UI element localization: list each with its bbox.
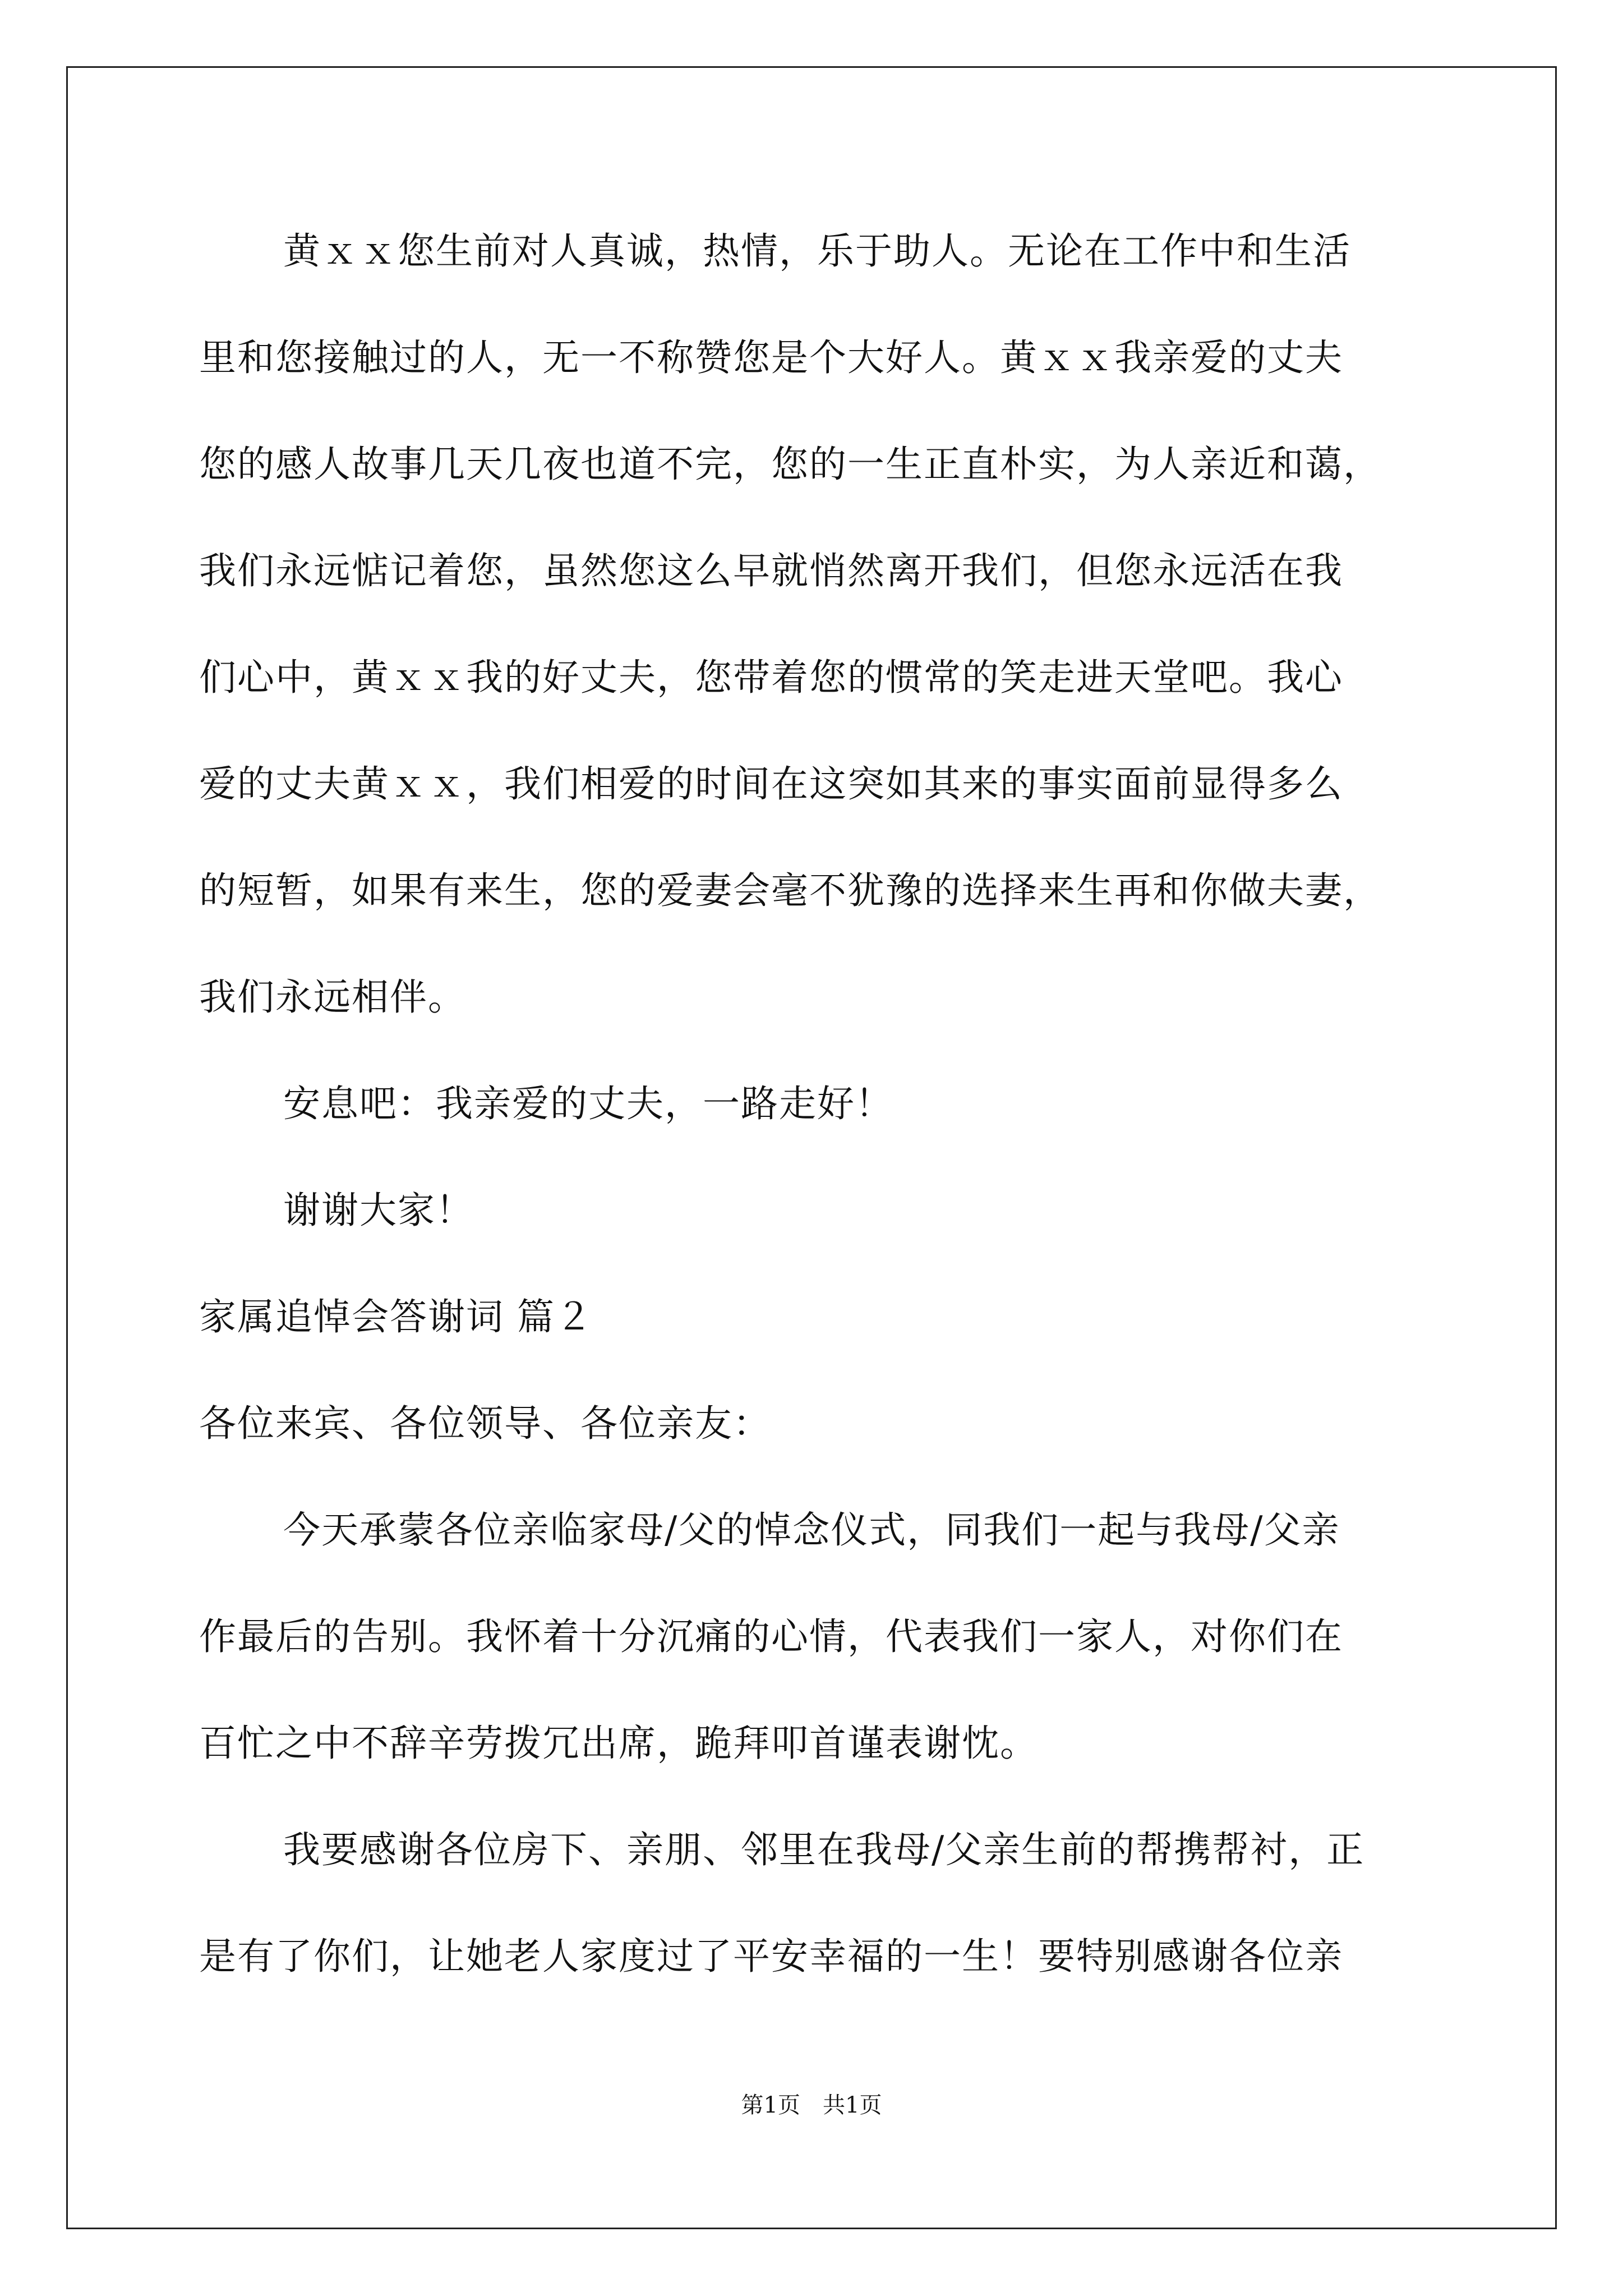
text-line: 百忙之中不辞辛劳拨冗出席，跪拜叩首谨表谢忱。: [199, 1722, 1038, 1765]
text-line: 我们永远惦记着您，虽然您这么早就悄然离开我们，但您永远活在我: [199, 549, 1343, 592]
text-line: 安息吧：我亲爱的丈夫，一路走好！: [283, 1082, 893, 1125]
text-line: 的短暂，如果有来生，您的爱妻会毫不犹豫的选择来生再和你做夫妻，: [199, 869, 1381, 912]
text-line: 们心中，黄ｘｘ我的好丈夫，您带着您的惯常的笑走进天堂吧。我心: [199, 656, 1343, 699]
text-line: 我们永远相伴。: [199, 976, 466, 1019]
text-line: 是有了你们，让她老人家度过了平安幸福的一生！要特别感谢各位亲: [199, 1935, 1343, 1978]
text-line: 您的感人故事几天几夜也道不完，您的一生正直朴实，为人亲近和蔼，: [199, 443, 1381, 486]
text-line: 作最后的告别。我怀着十分沉痛的心情，代表我们一家人，对你们在: [199, 1615, 1343, 1658]
page-number-footer: 第1页 共1页: [741, 2092, 882, 2118]
text-line: 谢谢大家！: [283, 1189, 474, 1232]
section-heading: 家属追悼会答谢词 篇２: [199, 1295, 593, 1338]
page-border: [66, 66, 1557, 2229]
text-line: 爱的丈夫黄ｘｘ，我们相爱的时间在这突如其来的事实面前显得多么: [199, 762, 1343, 806]
text-line: 里和您接触过的人，无一不称赞您是个大好人。黄ｘｘ我亲爱的丈夫: [199, 336, 1343, 379]
text-line: 黄ｘｘ您生前对人真诚，热情，乐于助人。无论在工作中和生活: [283, 229, 1351, 273]
text-line: 我要感谢各位房下、亲朋、邻里在我母/父亲生前的帮携帮衬，正: [283, 1828, 1365, 1871]
text-line: 今天承蒙各位亲临家母/父的悼念仪式，同我们一起与我母/父亲: [283, 1508, 1340, 1552]
salutation-line: 各位来宾、各位领导、各位亲友：: [199, 1402, 771, 1445]
